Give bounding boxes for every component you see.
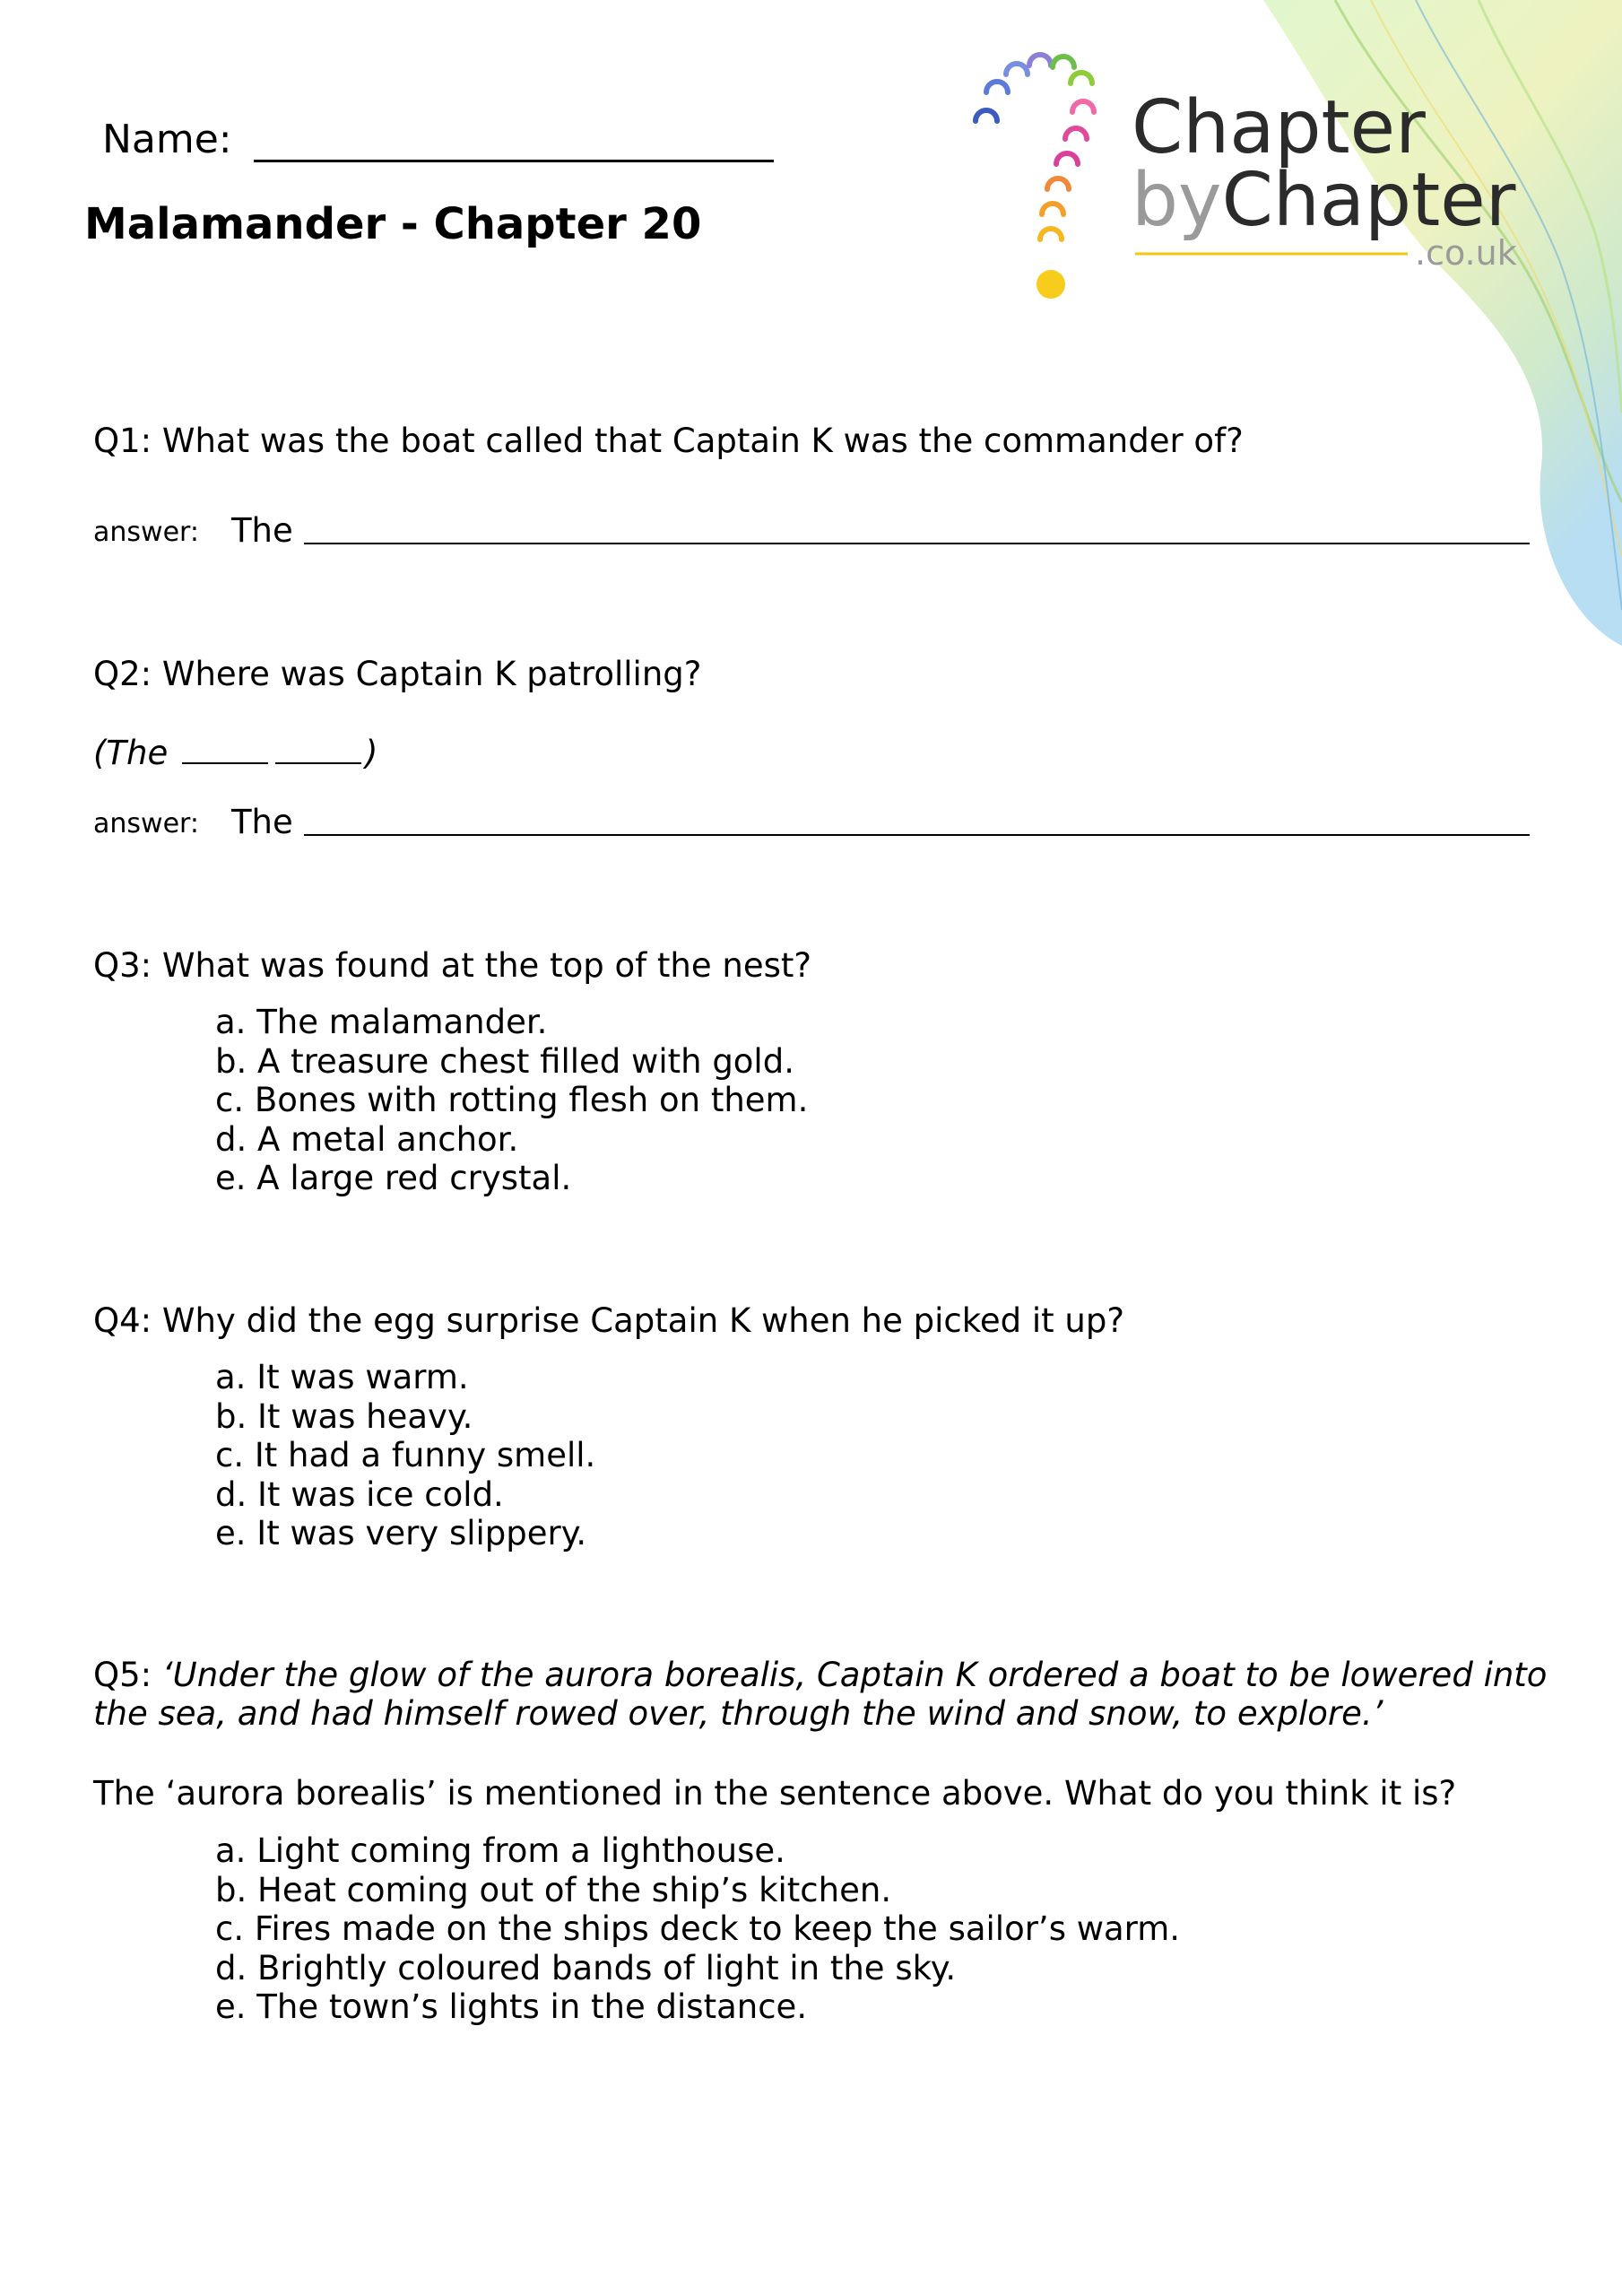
option-b[interactable]: b. A treasure chest filled with gold. [215,1041,794,1081]
page-title: Malamander - Chapter 20 [84,199,702,249]
logo-word-bychapter: byChapter [1132,158,1516,243]
question-3-options [215,1003,808,1198]
option-b[interactable]: b. It was heavy. [215,1396,473,1436]
answer-prefix: The [230,511,293,550]
hint-blank-2 [275,735,361,764]
option-d[interactable]: d. A metal anchor. [215,1119,519,1159]
answer-line-1[interactable] [304,543,1530,544]
option-a[interactable]: a. Light coming from a lighthouse. [215,1831,785,1870]
hint-close: ) [365,734,378,772]
name-input-line[interactable] [254,115,774,162]
question-4: Q4: Why did the egg surprise Captain K when he picked it up? [93,1301,1124,1340]
answer-label: answer: [93,808,199,839]
logo-domain: .co.uk [1415,233,1517,273]
question-2: Q2: Where was Captain K patrolling? [93,655,702,693]
logo-book-arc-icon [976,55,1094,239]
option-c[interactable]: c. It had a funny smell. [215,1436,596,1474]
answer-row-1 [93,511,1530,550]
answer-prefix: The [230,803,293,841]
option-b[interactable]: b. Heat coming out of the ship’s kitchen. [215,1870,892,1909]
hint-open: (The [93,734,169,772]
question-4-options [215,1358,595,1553]
answer-label: answer: [93,517,199,548]
question-5-options [215,1831,1180,2027]
option-c[interactable]: c. Bones with rotting flesh on them. [215,1081,809,1119]
question-1: Q1: What was the boat called that Captain K was the commander of? [93,422,1244,460]
question-5: The ‘aurora borealis’ is mentioned in the sentence above. What do you think it is? [93,1774,1457,1813]
logo-word-chapter: Chapter [1132,85,1426,170]
option-d[interactable]: d. Brightly coloured bands of light in the sky. [215,1948,957,1987]
question-3: Q3: What was found at the top of the nest? [93,946,812,985]
name-row [102,115,774,162]
chapter-by-chapter-logo [959,49,1533,318]
option-d[interactable]: d. It was ice cold. [215,1474,504,1514]
question-2-hint [93,734,377,772]
answer-line-2[interactable] [304,834,1530,836]
answer-row-2 [93,803,1530,841]
option-a[interactable]: a. The malamander. [215,1003,548,1041]
name-label: Name: [102,117,232,162]
option-e[interactable]: e. It was very slippery. [215,1514,587,1552]
option-a[interactable]: a. It was warm. [215,1358,469,1396]
option-c[interactable]: c. Fires made on the ships deck to keep the sailor’s warm. [215,1909,1181,1948]
option-e[interactable]: e. The town’s lights in the distance. [215,1987,808,2026]
quote-text: ‘Under the glow of the aurora borealis, Captain K ordered a boat to be lowered into the sea, and had himself rowed over, through the wind and snow, to explore.’ [93,1656,1548,1733]
question-5-quote [93,1656,1564,1733]
logo-dot [1037,270,1065,299]
option-e[interactable]: e. A large red crystal. [215,1159,572,1197]
hint-blank-1 [182,735,268,764]
question-5-label: Q5: [93,1656,162,1694]
